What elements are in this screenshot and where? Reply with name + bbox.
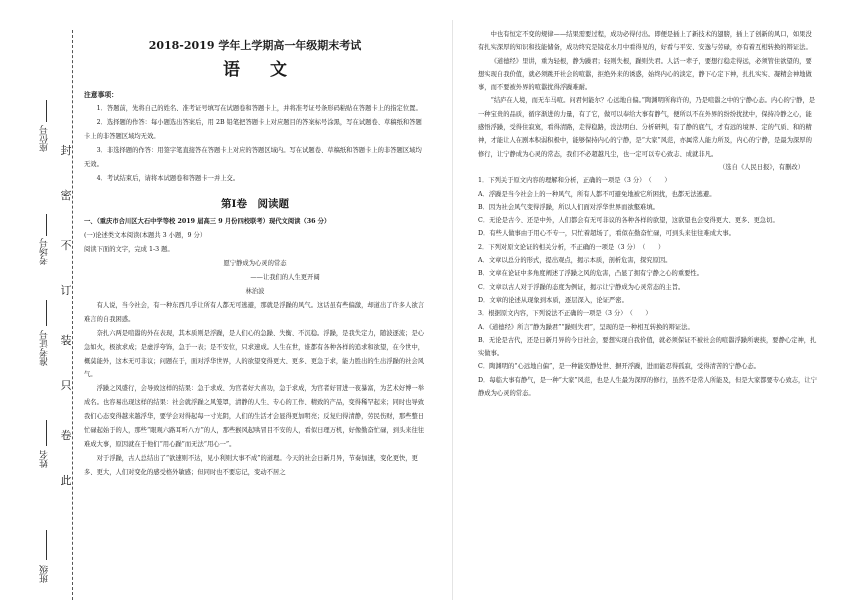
note-item: 1．答题前，先将自己的姓名、准考证号填写在试题卷和答题卡上，并将准考证号条形码粘贴在答题卡上的指定位置。 (96, 105, 422, 112)
seal-char: 订 (60, 284, 72, 297)
reading-instruction: 阅读下面的文字，完成 1-3 题。 (84, 246, 174, 254)
seal-char: 卷 (60, 429, 72, 442)
question-text: 2．下列对原文论证的相关分析，不正确的一项是（3 分） （ ） (478, 243, 665, 251)
article-paragraph: 奈扎六两是喧嚣的外在表现，其本质则是浮躁，是人们心的急躁、失衡、不沉稳。浮躁，是我失定力，随波逐流；是心急如火，极欲求成；是虚浮夸饰，急于一表；是不安位，只求速成。人生在世，谁都有各种各样的追求和欲望，在今世中，概莫能外，这本无可非议；问题在于，面对浮华世界，人的欲望变得更大、更多、更急于求，能力胜出的生出浮躁的社会风气。 (84, 329, 425, 379)
exam-room-field: 考场号 (40, 238, 50, 265)
subsection-heading: (一)论述类文本阅读(本题共 3 小题，9 分） (84, 232, 207, 240)
article-title: 愿宁静成为心灵的常态 (223, 260, 287, 268)
seal-char: 封 (60, 144, 72, 157)
answer-option: C．陶渊明的“心远地自偏”，是一种能安静处世、摒开浮躁，进而能忍得孤寂，受得清苦的宁静心态。 (478, 363, 761, 371)
answer-option: B．因为社会风气变得浮躁，所以人们面对浮华世界而欲壑难填。 (478, 203, 659, 211)
seal-line (72, 30, 73, 600)
class-rule (46, 530, 47, 560)
exam-room-rule (46, 214, 47, 236)
note-item: 4．考试结束后，请将本试题卷和答题卡一并上交。 (96, 174, 240, 182)
answer-option: C．文章以古人对于浮躁的态度为例证，揭示让宁静成为心灵常态的主旨。 (478, 283, 685, 291)
answer-option: C．无论是古今、还是中外，人们都会有无可非议的各种各样的欲望，这欲望也会变得更大、更多、更急切。 (478, 217, 779, 225)
binding-strip (0, 0, 78, 608)
seat-number-rule (46, 100, 47, 122)
seal-char: 密 (60, 189, 72, 202)
left-column (84, 28, 426, 480)
answer-option: A．浮躁是当今社会上的一种风气，所有人都不可避免地被它所困扰，也都无法逃避。 (478, 190, 716, 198)
note-item: 2．选择题的作答：每小题选出答案后，用 2B 铅笔把答题卡上对应题目的答案标号涂黑，写在试题卷、草稿纸和答题卡上的非答题区域均无效。 (84, 118, 422, 140)
article-paragraph: 对于浮躁，古人总结出了“欲速则不达，见小利则大事不成”的道理。今天的社会日新月异，节奏加速，变化更快，更多、更大，人们对变化的感受格外敏感；但同时也不要忘记，变动不居之 (84, 454, 418, 476)
question-group-heading: 一、（重庆市合川区大石中学等校 2019 届高三 9 月份四校联考）现代文阅读（36 分） (84, 218, 331, 226)
article-author: 林治波 (245, 287, 265, 295)
article-source: （选自《人民日报》，有删改） (718, 163, 804, 171)
note-item: 3．非选择题的作答：用签字笔直接答在答题卡上对应的答题区域内。写在试题卷、草稿纸和答题卡上的非答题区域均无效。 (84, 146, 422, 168)
question-text: 3．根据原文内容，下列说法不正确的一项是（3 分） （ ） (478, 310, 652, 318)
column-divider (452, 20, 453, 600)
seal-char: 此 (60, 474, 72, 487)
answer-option: A．《道德经》所言“静为躁君”“躁则失君”，呈现的是一种相互转换的辩证法。 (478, 323, 694, 331)
answer-option: A．文章以总分的形式，提出观点，揭示本质，剖析危害，探究原因。 (478, 257, 672, 265)
answer-option: D．文章的论述从现象到本质，逐层深入，论证严密。 (478, 296, 628, 304)
exam-subject: 语文 (223, 60, 317, 80)
exam-title: 2018-2019 学年上学期高一年级期末考试 (148, 39, 362, 52)
article-paragraph: 《道德经》里讲，重为轻根，静为躁君；轻则失根，躁则失君。人活一辈子，要想行稳走得远，必须管住欲望的，要想实现自我价值，就必须跳开社会的喧嚣，拒绝外来的诱惑，始终内心的淡定，静下心定下神，扎扎实实、凝精会神地做事，而不要被外界的喧嚣扰得浮躁难耐。 (478, 57, 812, 92)
article-subtitle: ——让我们的人生更开阔 (250, 274, 320, 282)
seal-char: 不 (60, 239, 72, 252)
article-paragraph: 浮躁之风盛行，会导致这样的结果：急于求成、为官者好大喜功，急于求成，为官者好冒进一夜暴富，为艺术好博一举成名。也容易出现这样的结果：社会就浮躁之风笼罩，清静的人生、专心的工作、精致的产品，变得稀罕起来；同时也导致我们心态变得越来越浮华，要学会对得起每一寸光阴，人们的生活才会显得更加明亮；反复归得清静，劳民伤财，那些整日忙碌起始于的人，那些“眼观六路耳听八方”的人，那些猴风起哄冒目不安的人，看似日理万机，好像勤奋忙碌，到头来往往难成大事，原因就在于他们“用心躁”而无法“用心一”。 (84, 385, 425, 448)
answer-option: D．每临大事有静气，是一种“大家”风范，也是人生最为深厚的修行，虽然不是常人所能及，但是大家都要专心致志，让宁静成为心灵的常态。 (478, 376, 817, 398)
name-field: 姓名 (40, 450, 50, 468)
right-column (478, 28, 818, 400)
article-paragraph: 有人说，当今社会，有一种东西几乎让所有人都无可逃避，那就是浮躁的风气。这话虽有些偏激，却道出了许多人欲言难言的自我困惑。 (84, 301, 425, 323)
answer-option: B．无论是古代，还是日新月异的今日社会，要想实现自我价值，就必须保证不被社会的喧嚣浮躁所裹挟，要静心定神，扎实做事。 (478, 336, 817, 358)
article-paragraph: 中也有恒定不变的规律——结果需要过程，成功必得付出。即便是插上了新技术的翅膀，插上了创新的风口，如果没有扎实深厚的知识和技能储备，成功终究是镜花水月中看得见的，好看与平安、安逸与劳碌，亦有着互相转换的辩证法。 (478, 31, 812, 52)
section-title: 第Ⅰ卷 阅读题 (221, 198, 289, 211)
ticket-number-field: 准考证号 (40, 330, 50, 366)
answer-option: B．文章在论证中多角度阐述了浮躁之风的危害，凸显了拥有宁静之心的重要性。 (478, 270, 704, 278)
seat-number-field: 座位号 (40, 125, 50, 152)
name-rule (46, 420, 47, 446)
seal-char: 只 (60, 379, 72, 392)
class-field: 班级 (40, 565, 50, 583)
ticket-number-rule (46, 300, 47, 326)
article-paragraph: “结庐在人境，而无车马喧。问君何能尔？心远地自偏。”陶渊明所称许的，乃是喧嚣之中的宁静心态。内心的宁静，是一种宝贵的品质，循序渐进的力量，有了它，做可以奉给大事有静气，便所以不在外界的纷纷扰扰中，保持冷静之心，能感悟浮躁，受得住寂寞，看得清路，走得稳路，没法明白、分析研判，有了静的底气，才有远的境界、定的气质、和的精神，才能让人在剧本积弱积极中，能够保持内心的宁静，是“大家”风范，亦属常人能力所及，内心的宁静，是最为深厚的修行，让宁静成为心灵的常态，我们不必超越凡尘，也一定可以专心致志、成就非凡。 (478, 97, 816, 158)
notes-heading: 注意事项： (84, 91, 118, 99)
seal-char: 装 (60, 334, 72, 347)
question-text: 1．下列关于原文内容的理解和分析，正确的一项是（3 分） （ ） (478, 177, 671, 185)
answer-option: D．有些人做事由于用心不专一，只忙着超场了，看似在勤奋忙碌，可到头来往往难成大事。 (478, 230, 735, 238)
